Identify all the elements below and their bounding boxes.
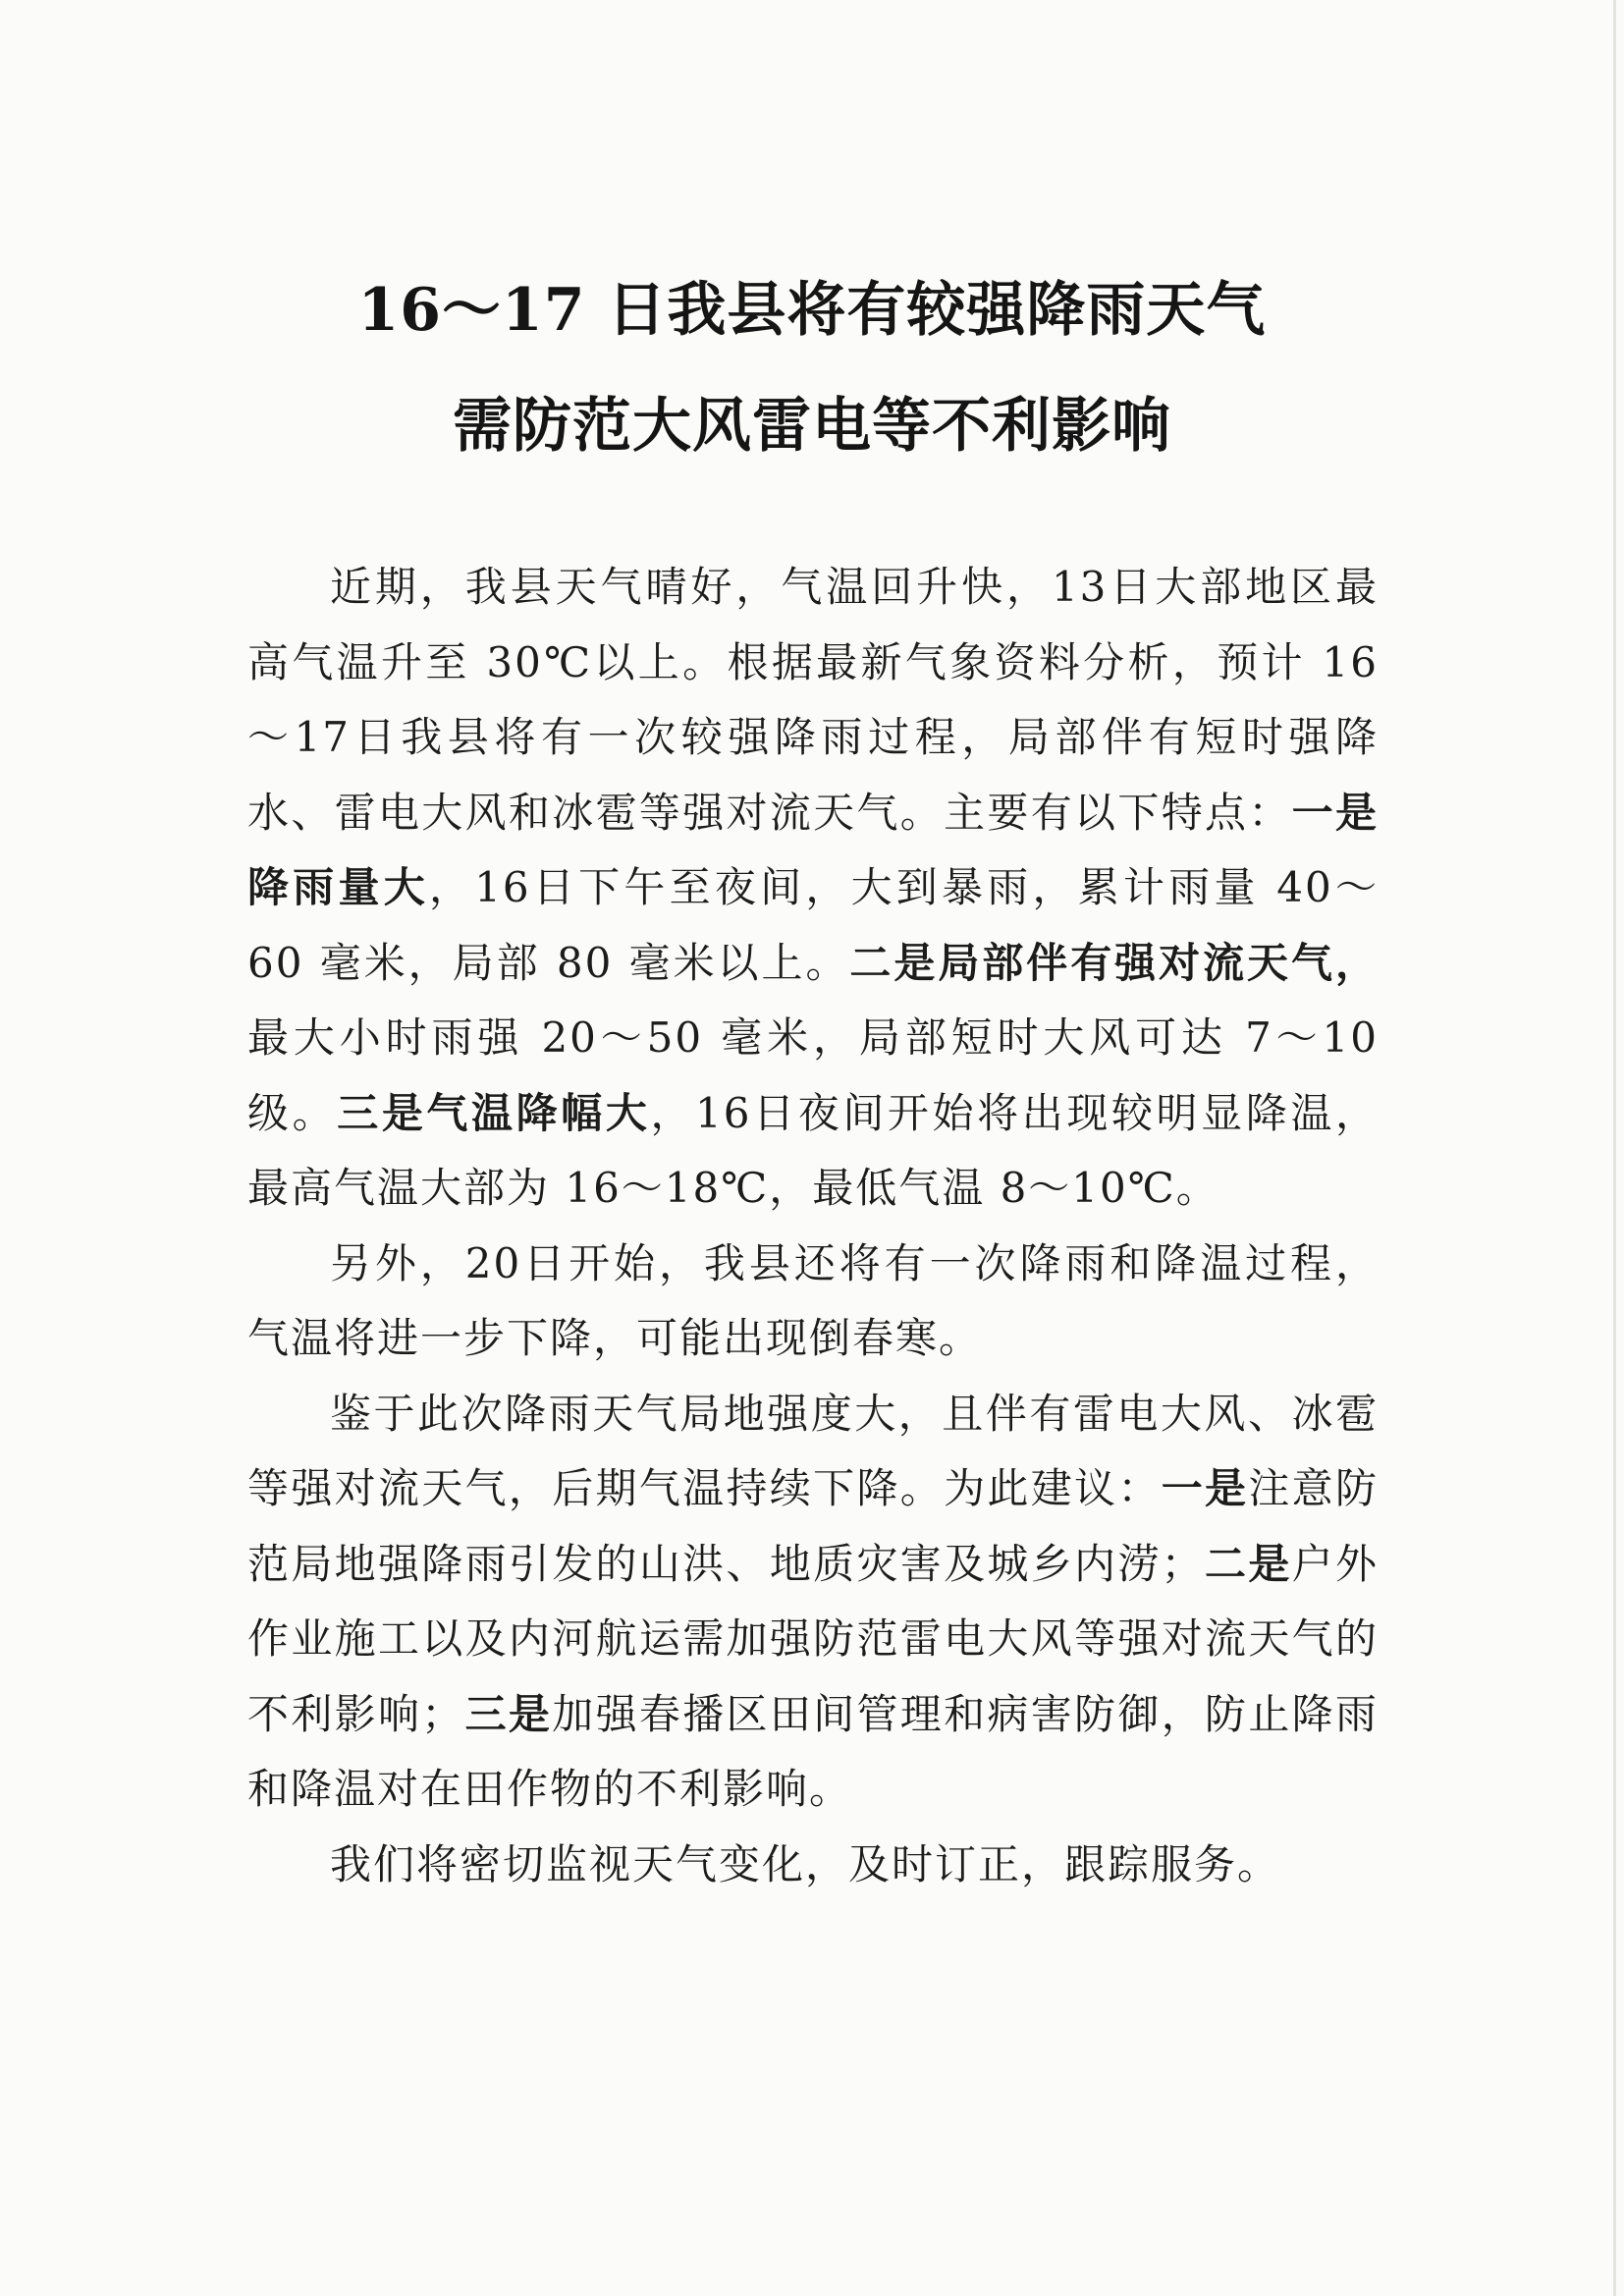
suggestion-1-label: 一是 — [1161, 1464, 1249, 1512]
point-1-label: 一是降雨量大 — [247, 788, 1379, 911]
point-2-label: 二是局部伴有强对流天气， — [849, 938, 1379, 987]
suggestion-3-label: 三是 — [464, 1689, 553, 1738]
paragraph-forecast — [247, 550, 1379, 1227]
point-3-label: 三是气温降幅大 — [337, 1088, 651, 1137]
paragraph-closing: 我们将密切监视天气变化，及时订正，跟踪服务。 — [330, 1839, 1281, 1888]
point-1-text: ，16日下午至夜间，大到暴雨，累计雨量 40～60 毫米，局部 80 毫米以上。 — [247, 863, 1379, 987]
paragraph-suggestions — [247, 1377, 1379, 1828]
point-2-text: 最大小时雨强 20～50 毫米，局部短时大风可达 7～10 级。 — [247, 1013, 1379, 1137]
forecast-intro: 近期，我县天气晴好，气温回升快，13日大部地区最高气温升至 30℃以上。根据最新气象资料分析，预计 16～17日我县将有一次较强降雨过程，局部伴有短时强降水、雷电大风和冰雹等强对流天气。主要有以下特点： — [247, 563, 1379, 837]
suggestions-intro: 鉴于此次降雨天气局地强度大，且伴有雷电大风、冰雹等强对流天气，后期气温持续下降。为此建议： — [247, 1389, 1379, 1512]
suggestion-1-text: 注意防范局地强降雨引发的山洪、地质灾害及城乡内涝； — [247, 1464, 1379, 1588]
title-line-2: 需防范大风雷电等不利影响 — [453, 392, 1171, 461]
point-3-text: ，16日夜间开始将出现较明显降温，最高气温大部为 16～18℃，最低气温 8～10℃。 — [247, 1088, 1379, 1212]
suggestion-2-text: 户外作业施工以及内河航运需加强防范雷电大风等强对流天气的不利影响； — [247, 1539, 1379, 1738]
suggestion-2-label: 二是 — [1204, 1539, 1292, 1588]
document-body — [247, 550, 1379, 1902]
suggestion-3-text: 加强春播区田间管理和病害防御，防止降雨和降温对在田作物的不利影响。 — [247, 1689, 1379, 1813]
title-line-1: 16～17 日我县将有较强降雨天气 — [357, 276, 1267, 345]
paragraph-followup: 另外，20日开始，我县还将有一次降雨和降温过程，气温将进一步下降，可能出现倒春寒。 — [247, 1238, 1379, 1362]
